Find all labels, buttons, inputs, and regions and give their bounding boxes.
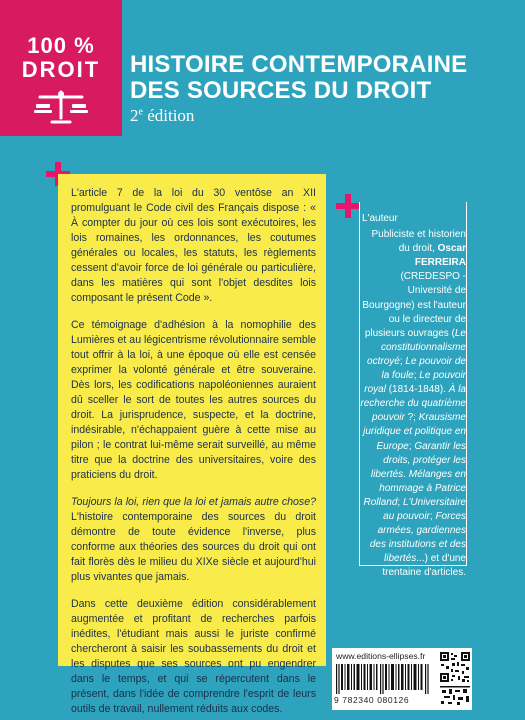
author-heading: L'auteur — [362, 213, 398, 224]
book-title — [130, 52, 467, 104]
isbn-number: 9 782340 080126 — [334, 695, 410, 705]
summary-italic-question: Toujours la loi, rien que la loi et jamais autre chose? — [71, 496, 316, 508]
scales-icon — [30, 88, 92, 126]
title-line2: DES SOURCES DU DROIT — [130, 77, 432, 104]
barcode-icon — [336, 664, 432, 694]
summary-paragraph-4: Dans cette deuxième édition considérablement augmentée et profitant de recherches parfois inédites, l'étudiant mais aussi le juriste confirmé chercheront à saisir les soubassements du droit et les disputes que ses sources ont pu engendrer dans le temps, et qui se répercutent dans le présent, dans l'idée de comprendre l'esprit de leurs outils de travail, nullement réduits aux codes. — [71, 598, 316, 715]
website-link[interactable]: www.editions-ellipses.fr — [336, 651, 426, 661]
author-bio — [360, 212, 470, 580]
edition-number: 2 — [130, 106, 139, 125]
summary-panel — [58, 174, 326, 715]
plus-icon — [336, 194, 360, 218]
title-line1: HISTOIRE CONTEMPORAINE — [130, 51, 468, 78]
summary-paragraph-3: Toujours la loi, rien que la loi et jamais autre chose? L'histoire contemporaine des sources du droit démontre de toute évidence l'inverse, plus conforme aux théories des sources du droit qui ont fait florès dès le milieu du XIXe siècle et aujourd'hui plus vivantes que jamais. — [71, 496, 316, 583]
edition-sup: e — [138, 106, 143, 118]
edition-label — [130, 106, 194, 126]
brand-badge — [0, 0, 122, 136]
summary-paragraph-2: Ce témoignage d'adhésion à la nomophilie des Lumières et au légicentrisme révolutionnaire semble tout offrir à la loi, à une époque où elle est censée exprimer la volonté générale et être souveraine. Dès lors, les codifications napoléoniennes auraient dû sceller le sort de toutes les autres sources du droit. La jurisprudence, suspecte, et la doctrine, indésirable, n'échappaient guère à cette mise au pilon ; le contrat lui-même serait surveillé, au même titre que la doctrine des universitaires, voire des praticiens du droit. — [71, 319, 316, 481]
summary-paragraph-1: L'article 7 de la loi du 30 ventôse an XII promulguant le Code civil des Français dispose : « À compter du jour où ces lois sont exécutoires, les lois romaines, les ordonnances, les coutumes générales ou locales, les statuts, les règlements cessent d'avoir force de loi générale ou particulière, dans les matières qui sont l'objet desdites lois composant le présent Code ». — [71, 187, 316, 304]
author-body: Publiciste et historien du droit, Oscar FERREIRA (CREDESPO - Université de Bourgogne) est l'auteur ou le directeur de plusieurs ouvrages (Le constitutionnalisme octroyé; Le pouvoir de la foule; Le pouvoir royal (1814-1848). À la recherche du quatrième pouvoir ?; Krausisme juridique et politique en Europe; Garantir les droits, protéger les libertés. Mélanges en hommage à Patrice Rolland; L'Universitaire au pouvoir; Forces armées, gardiennes des institutions et des libertés...) et d'une trentaine d'articles. — [360, 229, 466, 579]
badge-line2: DROIT — [21, 57, 101, 82]
qr-code-icon — [440, 652, 470, 706]
author-name: Oscar FERREIRA — [414, 243, 466, 269]
edition-word: édition — [142, 106, 195, 125]
barcode-block — [332, 648, 472, 710]
badge-line1: 100 % — [27, 33, 95, 58]
